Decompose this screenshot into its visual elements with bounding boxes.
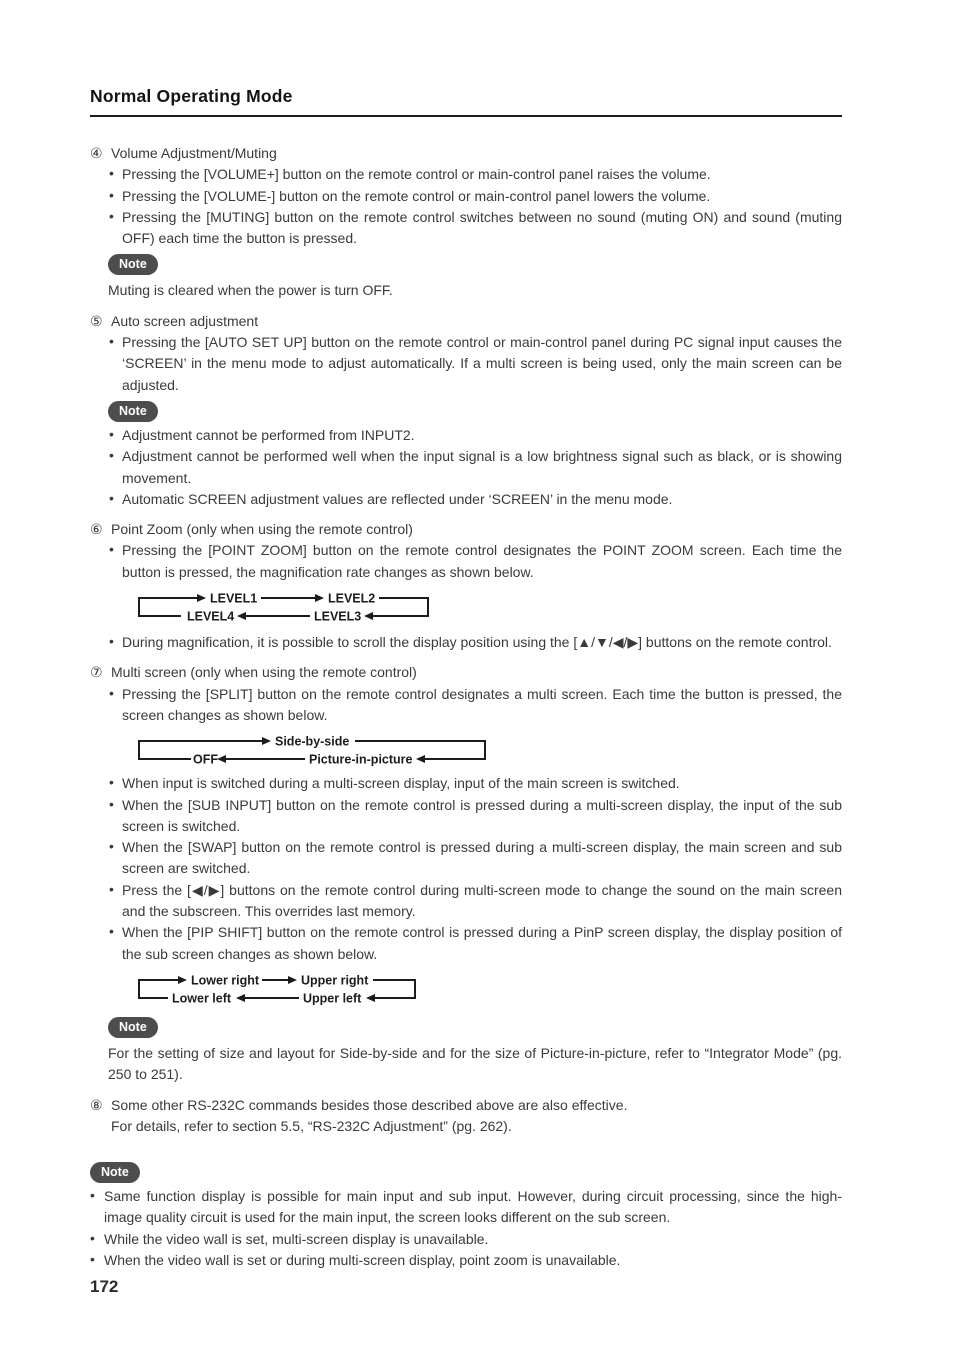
- bullet-list: [90, 632, 842, 653]
- section-auto-screen-adjustment: [90, 311, 842, 510]
- bullet-item: • Pressing the [VOLUME-] button on the remote control or main-control panel lowers the volume.: [108, 186, 842, 207]
- bullet-item: • During magnification, it is possible to scroll the display position using the [▲/▼/◀/▶] buttons on the remote control.: [108, 632, 842, 653]
- section-number: ⑦: [90, 664, 103, 681]
- diagram-label-side-by-side: Side-by-side: [275, 734, 350, 749]
- bullet-list: [90, 773, 842, 965]
- footer-note-block: [90, 1157, 842, 1271]
- diagram-label-level3: LEVEL3: [314, 609, 362, 624]
- note-bullet-list: [108, 425, 842, 510]
- section-point-zoom: [90, 519, 842, 653]
- cycle-arrow-lines: [139, 591, 428, 620]
- diagram-label-upper-left: Upper left: [303, 991, 362, 1006]
- section-heading-text: Multi screen (only when using the remote control): [111, 664, 417, 681]
- bullet-item: • When the [PIP SHIFT] button on the remote control is pressed during a PinP screen display, the display position of the sub screen changes as shown below.: [108, 922, 842, 965]
- bullet-item: • Pressing the [SPLIT] button on the remote control designates a multi screen. Each time the button is pressed, the screen changes as shown below.: [108, 684, 842, 727]
- bullet-list: [90, 164, 842, 249]
- bullet-item: • Pressing the [VOLUME+] button on the remote control or main-control panel raises the volume.: [108, 164, 842, 185]
- note-badge: Note: [108, 1017, 158, 1038]
- note-text: For the setting of size and layout for Side-by-side and for the size of Picture-in-picture, refer to “Integrator Mode” (pg. 250 to 251).: [108, 1044, 842, 1083]
- bullet-item: • Pressing the [POINT ZOOM] button on the remote control designates the POINT ZOOM screen. Each time the button is pressed, the magnification rate changes as shown below.: [108, 540, 842, 583]
- section-heading-text: Auto screen adjustment: [111, 312, 259, 329]
- diagram-label-lower-right: Lower right: [191, 973, 260, 988]
- section-number: ④: [90, 145, 103, 161]
- bullet-item: • When the video wall is set or during multi-screen display, point zoom is unavailable.: [90, 1250, 842, 1271]
- diagram-label-lower-left: Lower left: [172, 991, 232, 1006]
- section-number: ⑧: [90, 1096, 103, 1113]
- section-volume-muting: [90, 143, 842, 302]
- diagram-label-level1: LEVEL1: [210, 591, 258, 606]
- note-badge: Note: [108, 254, 158, 275]
- section-heading: [90, 662, 842, 683]
- bullet-list: [90, 332, 842, 396]
- bullet-item: • Adjustment cannot be performed well when the input signal is a low brightness signal such as black, or is showing movement.: [108, 446, 842, 489]
- multi-screen-cycle-diagram: [135, 731, 490, 769]
- bullet-item: • Pressing the [AUTO SET UP] button on the remote control or main-control panel during PC signal input causes the ‘SCREEN’ in the menu mode to adjust automatically. If a multi screen is being used, only the main screen can be adjusted.: [108, 332, 842, 396]
- note-text: Muting is cleared when the power is turn OFF.: [108, 282, 393, 299]
- note-badge: Note: [108, 401, 158, 422]
- diagram-label-upper-right: Upper right: [301, 973, 369, 988]
- section-multi-screen: [90, 662, 842, 1085]
- diagram-label-level4: LEVEL4: [187, 609, 235, 624]
- bullet-item: • Press the [◀/▶] buttons on the remote control during multi-screen mode to change the sound on the main screen and the subscreen. This overrides last memory.: [108, 880, 842, 923]
- section-rs232c-commands: [90, 1095, 842, 1138]
- point-zoom-cycle-diagram: [135, 588, 435, 628]
- section-line-1: Some other RS-232C commands besides those described above are also effective.: [111, 1096, 628, 1113]
- page-number: 172: [90, 1277, 119, 1297]
- note-badge: Note: [90, 1162, 140, 1183]
- section-heading: [90, 1095, 842, 1116]
- note-block: [108, 396, 842, 510]
- section-heading-text: Volume Adjustment/Muting: [111, 145, 277, 161]
- diagram-label-picture-in-picture: Picture-in-picture: [309, 752, 413, 767]
- section-heading: [90, 311, 842, 332]
- diagram-label-level2: LEVEL2: [328, 591, 376, 606]
- diagram-label-off: OFF: [193, 752, 218, 767]
- note-block: [108, 1012, 842, 1086]
- pip-shift-cycle-diagram: [135, 970, 420, 1008]
- bullet-item: • When the [SUB INPUT] button on the remote control is pressed during a multi-screen display, the input of the sub screen is switched.: [108, 795, 842, 838]
- note-bullet-list: [90, 1186, 842, 1271]
- note-block: [108, 249, 842, 301]
- bullet-list: [90, 684, 842, 727]
- bullet-list: [90, 540, 842, 583]
- page-title: Normal Operating Mode: [90, 86, 293, 106]
- bullet-item: • When input is switched during a multi-screen display, input of the main screen is switched.: [108, 773, 842, 794]
- section-heading: [90, 143, 842, 164]
- section-line-2: For details, refer to section 5.5, “RS-232C Adjustment” (pg. 262).: [111, 1117, 512, 1134]
- bullet-item: • Automatic SCREEN adjustment values are reflected under ‘SCREEN’ in the menu mode.: [108, 489, 842, 510]
- bullet-item: • Same function display is possible for main input and sub input. However, during circuit processing, since the high-image quality circuit is used for the main input, the screen looks different on the sub screen.: [90, 1186, 842, 1229]
- bullet-item: • Adjustment cannot be performed from INPUT2.: [108, 425, 842, 446]
- section-heading: [90, 519, 842, 540]
- section-heading-text: Point Zoom (only when using the remote control): [111, 521, 413, 538]
- title-rule: [90, 115, 842, 117]
- section-number: ⑤: [90, 312, 103, 329]
- bullet-item: • Pressing the [MUTING] button on the remote control switches between no sound (muting ON) and sound (muting OFF) each time the button is pressed.: [108, 207, 842, 250]
- section-number: ⑥: [90, 521, 103, 538]
- bullet-item: • When the [SWAP] button on the remote control is pressed during a multi-screen display, the main screen and sub screen are switched.: [108, 837, 842, 880]
- bullet-item: • While the video wall is set, multi-screen display is unavailable.: [90, 1229, 842, 1250]
